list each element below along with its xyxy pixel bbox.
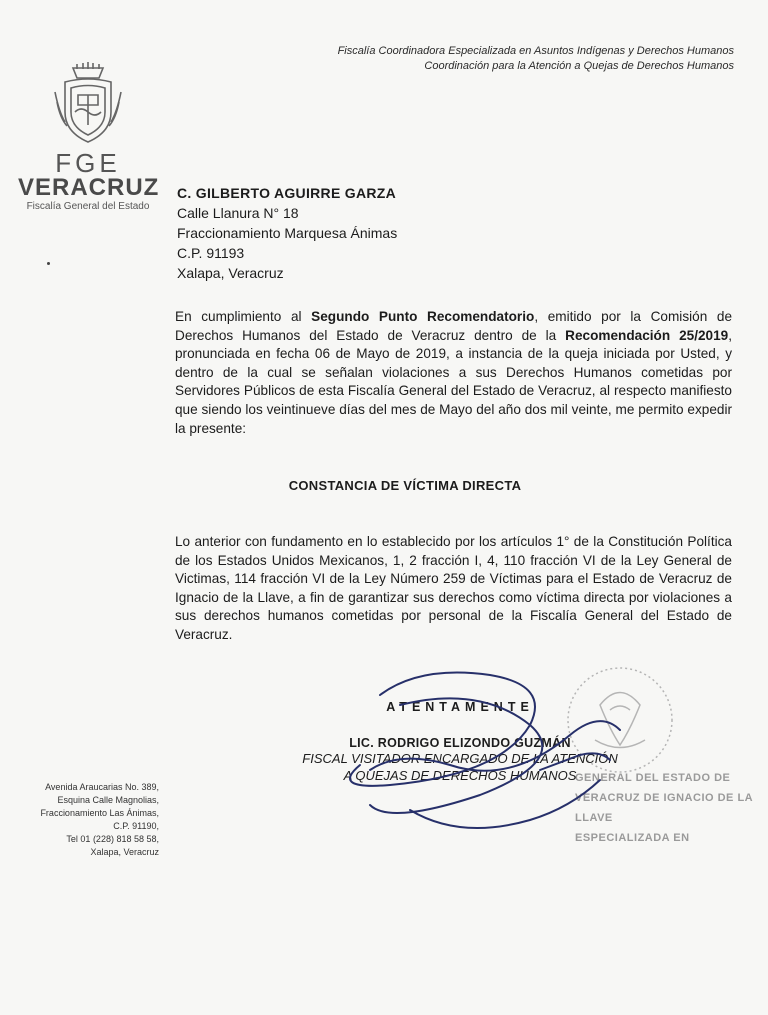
seal-line-3: ESPECIALIZADA EN: [575, 832, 690, 844]
seal-line-2: VERACRUZ DE IGNACIO DE LA LLAVE: [575, 792, 753, 824]
p1-bold-1: Segundo Punto Recomendatorio: [311, 309, 535, 324]
p1-text-2: , emitido por la Comisión de Derechos Humanos del Estado de Veracruz dentro de la: [175, 309, 733, 343]
department-line-1: Fiscalía Coordinadora Especializada en Asuntos Indígenas y Derechos Humanos: [337, 45, 734, 57]
recipient-street: Calle Llanura N° 18: [177, 205, 299, 221]
logo-state-text: VERACRUZ: [18, 174, 160, 201]
fge-logo: [18, 62, 158, 213]
recipient-neighborhood: Fraccionamiento Marquesa Ánimas: [177, 225, 398, 241]
address-line-6: Xalapa, Veracruz: [90, 847, 159, 857]
paper-mark: [47, 262, 50, 265]
department-header: [338, 44, 734, 74]
address-line-2: Esquina Calle Magnolias,: [57, 795, 159, 805]
signer-position-line-1: FISCAL VISITADOR ENCARGADO DE LA ATENCIÓN: [302, 751, 618, 766]
handwritten-signature-icon: [310, 660, 640, 850]
recipient-block: [177, 183, 397, 283]
p1-bold-2: Recomendación 25/2019: [565, 327, 729, 343]
department-line-2: Coordinación para la Atención a Quejas de Derechos Humanos: [424, 60, 734, 72]
logo-fge-text: FGE: [55, 148, 121, 178]
p1-text-3: , pronunciada en fecha 06 de Mayo de 2019, a instancia de la queja iniciada por Usted, y dentro de la cual se señalan violaciones a sus Derechos Humanos cometidas por Servidores Públicos de esta Fiscalía General del Estado de Veracruz, al respecto manifiesto que siendo los veintinueve días del mes de Mayo del año dos mil veinte, me permito expedir la presente:: [175, 327, 732, 436]
opening-paragraph: [175, 308, 732, 438]
recipient-city: Xalapa, Veracruz: [177, 265, 284, 281]
address-line-5: Tel 01 (228) 818 58 58,: [66, 834, 159, 844]
signer-position-line-2: A QUEJAS DE DERECHOS HUMANOS: [343, 768, 577, 783]
address-line-4: C.P. 91190,: [113, 821, 159, 831]
p1-text-1: En cumplimiento al: [175, 309, 312, 324]
document-title: CONSTANCIA DE VÍCTIMA DIRECTA: [288, 478, 522, 493]
signer-name: LIC. RODRIGO ELIZONDO GUZMÁN: [349, 736, 571, 750]
footer-address: [22, 781, 159, 859]
recipient-name: C. GILBERTO AGUIRRE GARZA: [177, 185, 397, 201]
logo-subtitle: Fiscalía General del Estado: [26, 201, 150, 212]
seal-line-1: GENERAL DEL ESTADO DE: [575, 772, 731, 784]
address-line-1: Avenida Araucarias No. 389,: [45, 782, 159, 792]
veracruz-crest-icon: [53, 62, 123, 148]
sign-off-greeting: ATENTAMENTE: [386, 700, 534, 714]
legal-basis-paragraph: Lo anterior con fundamento en lo establecido por los artículos 1° de la Constitución Política de los Estados Unidos Mexicanos, 1, 2 fracción I, 4, 110 fracción VI de la Ley General de Victimas, 114 fracción VI de la Ley Número 259 de Víctimas para el Estado de Veracruz de Ignacio de la Llave, a fin de garantizar sus derechos como víctima directa por violaciones a sus derechos humanos cometidas por personal de la Fiscalía General del Estado de Veracruz.: [175, 534, 732, 642]
address-line-3: Fraccionamiento Las Ánimas,: [40, 808, 159, 818]
recipient-postal-code: C.P. 91193: [177, 245, 245, 261]
